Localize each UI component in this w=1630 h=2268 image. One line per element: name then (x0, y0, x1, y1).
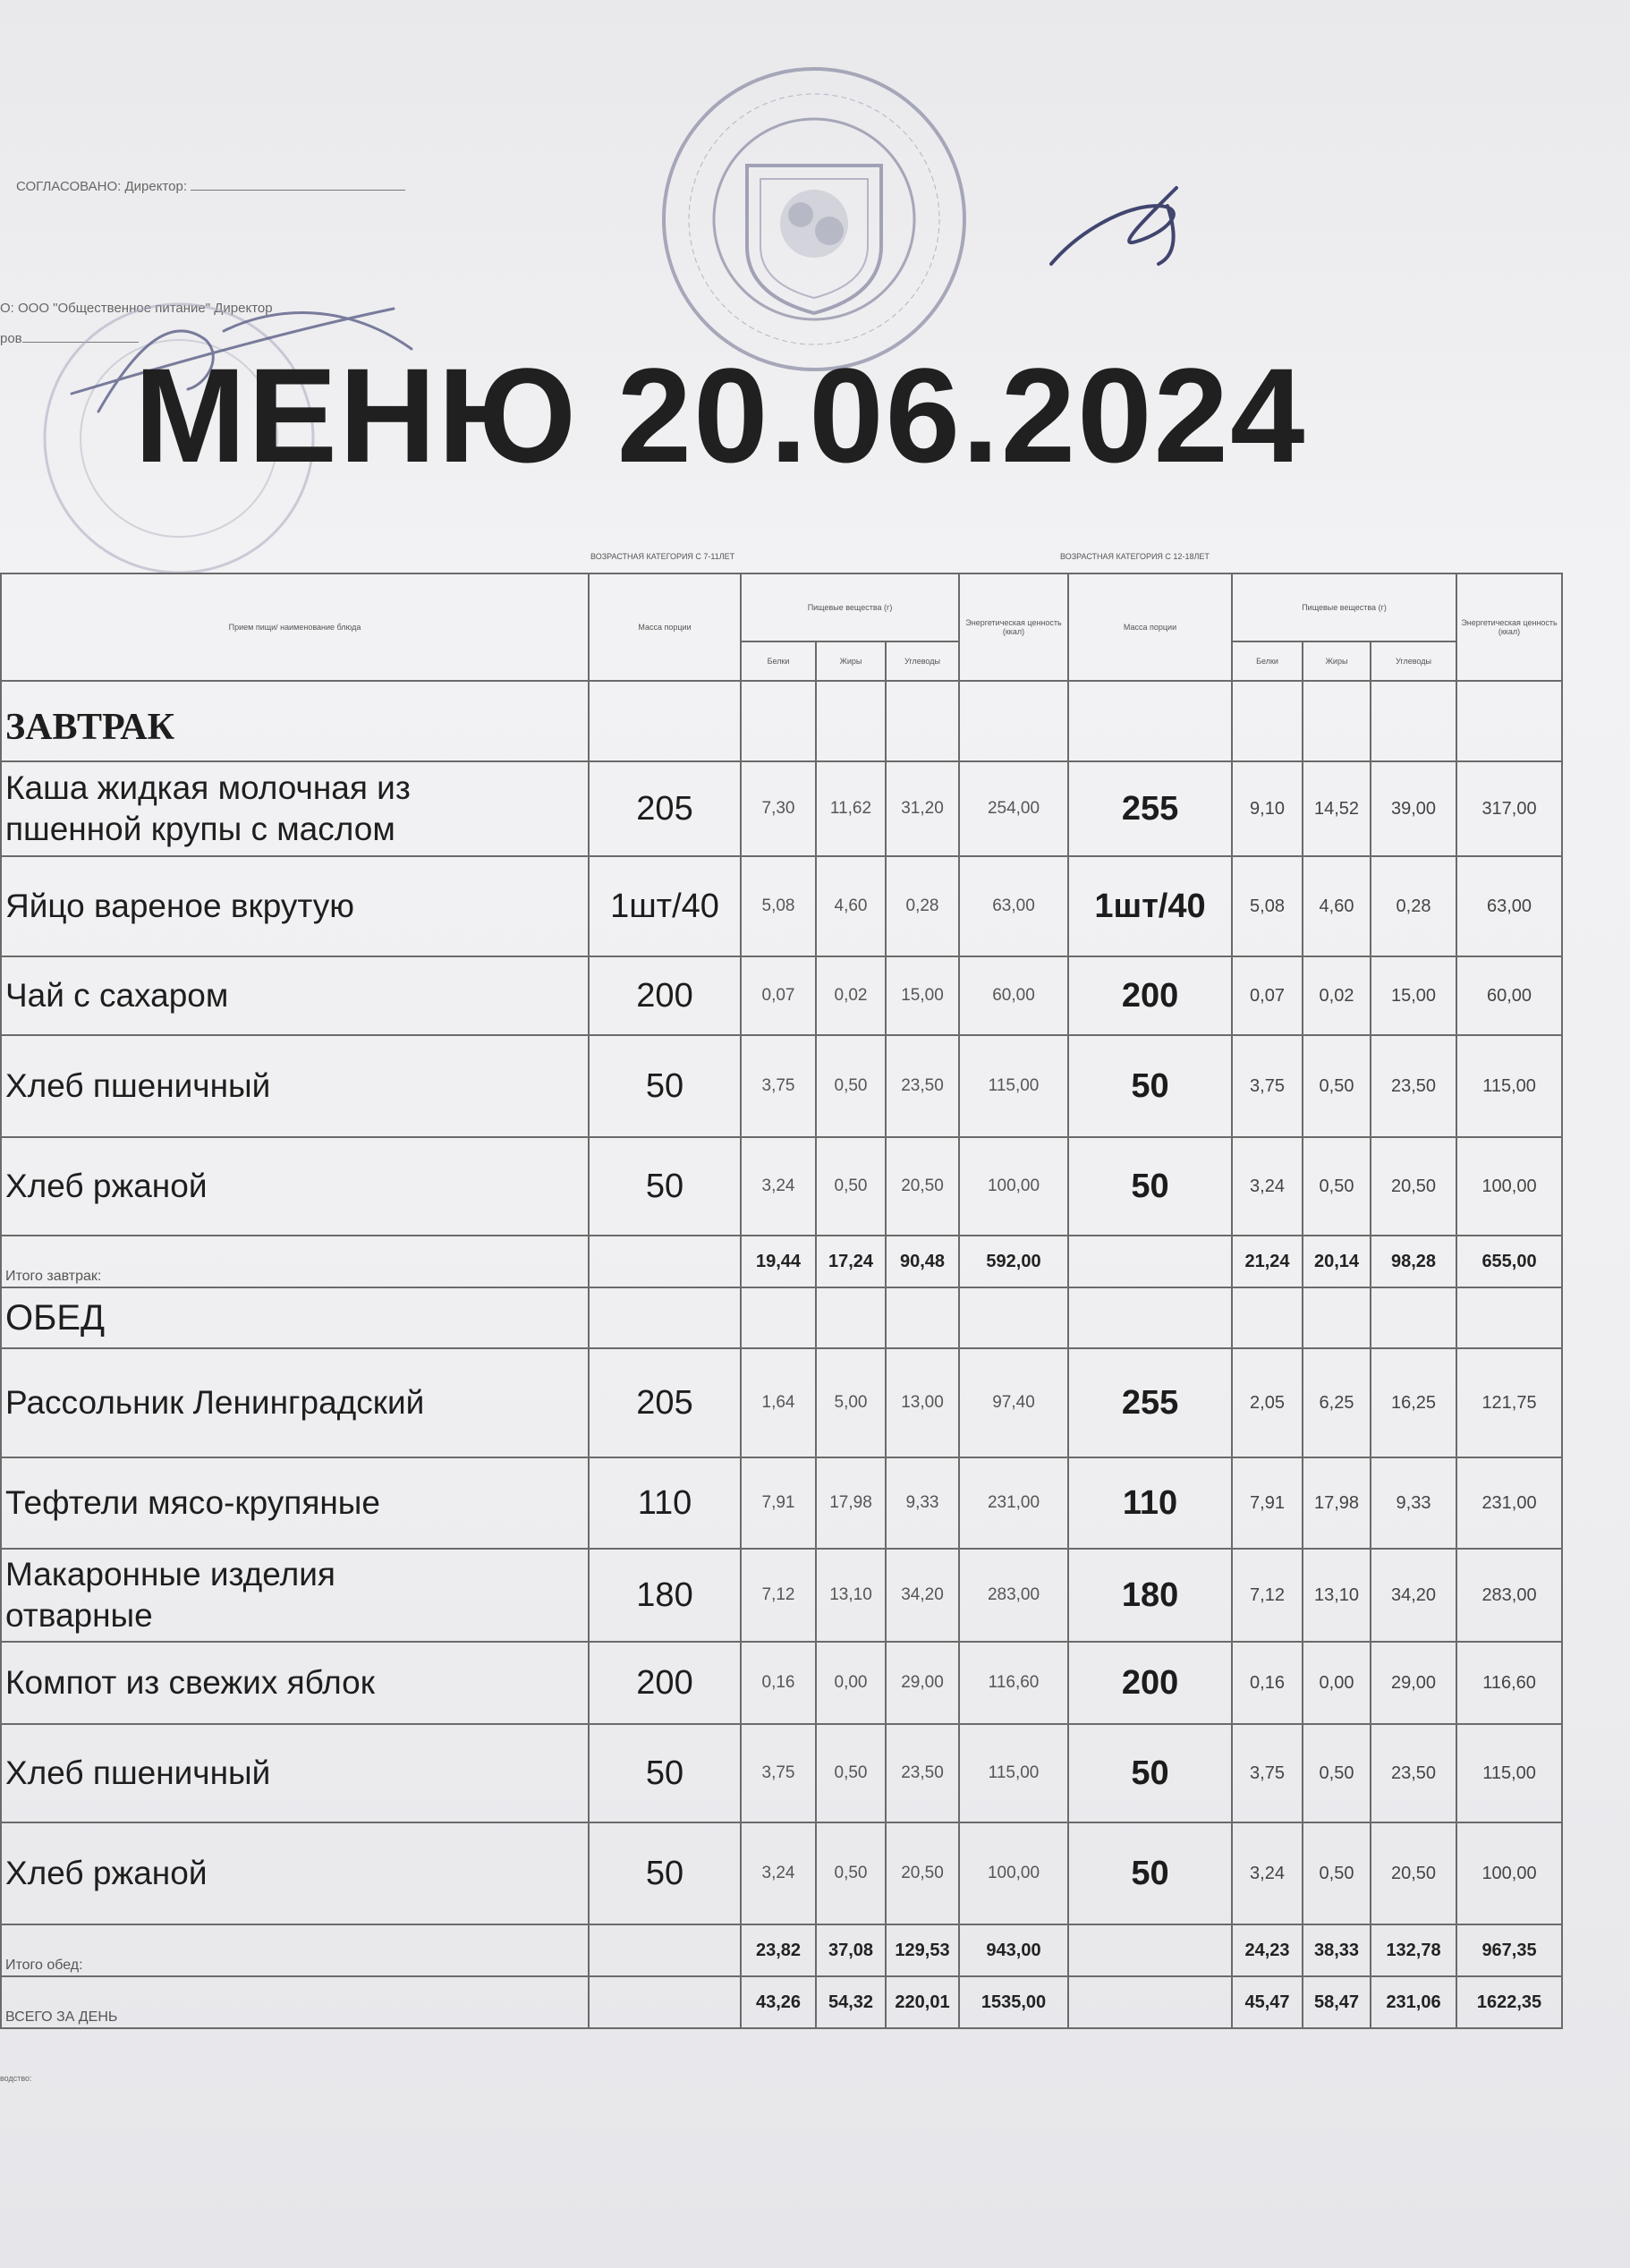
carbs-7-11: 23,50 (886, 1035, 959, 1137)
total-carbs-12-18: 98,28 (1371, 1236, 1456, 1287)
empty-cell (589, 1287, 741, 1348)
carbs-12-18: 0,28 (1371, 856, 1456, 956)
empty-cell (816, 1287, 886, 1348)
empty-cell (1232, 681, 1303, 761)
protein-12-18: 3,24 (1232, 1137, 1303, 1236)
section-title-row (1, 681, 1562, 761)
carbs-12-18: 15,00 (1371, 956, 1456, 1035)
col-fat-1: Жиры (816, 641, 886, 681)
energy-7-11: 254,00 (959, 761, 1068, 856)
empty-cell (1303, 681, 1371, 761)
mass-7-11: 180 (589, 1549, 741, 1642)
empty-cell (1456, 1287, 1562, 1348)
mass-12-18: 1шт/40 (1068, 856, 1232, 956)
dish-name-line: отварные (5, 1597, 153, 1634)
fat-12-18: 17,98 (1303, 1457, 1371, 1549)
carbs-12-18: 20,50 (1371, 1137, 1456, 1236)
total-energy-7-11: 1535,00 (959, 1976, 1068, 2028)
carbs-12-18: 9,33 (1371, 1457, 1456, 1549)
protein-12-18: 7,12 (1232, 1549, 1303, 1642)
col-nutrients-2: Пищевые вещества (г) (1232, 573, 1456, 641)
energy-7-11: 100,00 (959, 1137, 1068, 1236)
mass-7-11: 200 (589, 956, 741, 1035)
total-fat-12-18: 20,14 (1303, 1236, 1371, 1287)
carbs-7-11: 29,00 (886, 1642, 959, 1724)
dish-name (1, 856, 589, 956)
total-carbs-12-18: 231,06 (1371, 1976, 1456, 2028)
total-protein-7-11: 23,82 (741, 1924, 816, 1976)
empty-cell (1068, 1976, 1232, 2028)
energy-7-11: 63,00 (959, 856, 1068, 956)
total-fat-7-11: 37,08 (816, 1924, 886, 1976)
fat-12-18: 0,00 (1303, 1642, 1371, 1724)
energy-7-11: 116,60 (959, 1642, 1068, 1724)
fat-7-11: 0,50 (816, 1822, 886, 1924)
mass-12-18: 255 (1068, 761, 1232, 856)
total-energy-12-18: 1622,35 (1456, 1976, 1562, 2028)
energy-7-11: 60,00 (959, 956, 1068, 1035)
protein-12-18: 3,75 (1232, 1035, 1303, 1137)
dish-row (1, 1549, 1562, 1642)
empty-cell (1068, 1287, 1232, 1348)
col-fat-2: Жиры (1303, 641, 1371, 681)
age-category-2: ВОЗРАСТНАЯ КАТЕГОРИЯ С 12-18ЛЕТ (1060, 552, 1210, 561)
energy-12-18: 63,00 (1456, 856, 1562, 956)
protein-7-11: 1,64 (741, 1348, 816, 1457)
empty-cell (1068, 1236, 1232, 1287)
fat-12-18: 4,60 (1303, 856, 1371, 956)
dish-row (1, 1137, 1562, 1236)
protein-12-18: 5,08 (1232, 856, 1303, 956)
protein-7-11: 5,08 (741, 856, 816, 956)
total-protein-12-18: 45,47 (1232, 1976, 1303, 2028)
dish-name-line: Чай с сахаром (5, 976, 229, 1014)
dish-name (1, 1642, 589, 1724)
age-category-1: ВОЗРАСТНАЯ КАТЕГОРИЯ С 7-11ЛЕТ (590, 552, 735, 561)
energy-12-18: 100,00 (1456, 1137, 1562, 1236)
carbs-7-11: 15,00 (886, 956, 959, 1035)
total-energy-7-11: 592,00 (959, 1236, 1068, 1287)
day-total-section (1, 1976, 1562, 2028)
total-protein-12-18: 21,24 (1232, 1236, 1303, 1287)
dish-name-line: пшенной крупы с маслом (5, 811, 395, 847)
fat-12-18: 13,10 (1303, 1549, 1371, 1642)
dish-name (1, 1549, 589, 1642)
section-title-row (1, 1287, 1562, 1348)
empty-cell (589, 1924, 741, 1976)
col-protein-1: Белки (741, 641, 816, 681)
fat-12-18: 14,52 (1303, 761, 1371, 856)
protein-7-11: 3,75 (741, 1035, 816, 1137)
mass-7-11: 205 (589, 761, 741, 856)
carbs-7-11: 13,00 (886, 1348, 959, 1457)
mass-7-11: 50 (589, 1137, 741, 1236)
protein-12-18: 0,16 (1232, 1642, 1303, 1724)
empty-cell (1303, 1287, 1371, 1348)
mass-12-18: 50 (1068, 1035, 1232, 1137)
dish-name (1, 761, 589, 856)
dish-name-line: Рассольник Ленинградский (5, 1383, 425, 1421)
col-mass-2: Масса порции (1068, 573, 1232, 681)
approval-signature-line (191, 190, 405, 191)
fat-7-11: 13,10 (816, 1549, 886, 1642)
total-protein-7-11: 43,26 (741, 1976, 816, 2028)
protein-7-11: 3,24 (741, 1822, 816, 1924)
mass-7-11: 50 (589, 1822, 741, 1924)
mass-12-18: 255 (1068, 1348, 1232, 1457)
fat-12-18: 0,50 (1303, 1822, 1371, 1924)
total-row (1, 1924, 1562, 1976)
protein-7-11: 7,12 (741, 1549, 816, 1642)
total-label: ВСЕГО ЗА ДЕНЬ (1, 1976, 589, 2028)
mass-12-18: 180 (1068, 1549, 1232, 1642)
fat-7-11: 0,50 (816, 1724, 886, 1822)
total-energy-12-18: 967,35 (1456, 1924, 1562, 1976)
approval-line (16, 179, 405, 194)
dish-name-line: Тефтели мясо-крупяные (5, 1483, 380, 1521)
energy-12-18: 60,00 (1456, 956, 1562, 1035)
total-row (1, 1236, 1562, 1287)
header-row (1, 573, 1562, 641)
dish-name-line: Хлеб пшеничный (5, 1754, 271, 1791)
total-carbs-7-11: 90,48 (886, 1236, 959, 1287)
fat-12-18: 0,50 (1303, 1137, 1371, 1236)
dish-row (1, 1642, 1562, 1724)
protein-7-11: 3,75 (741, 1724, 816, 1822)
dish-name (1, 1348, 589, 1457)
approval-label: СОГЛАСОВАНО: Директор: (16, 179, 187, 194)
dish-name (1, 1137, 589, 1236)
dish-name-line: Хлеб ржаной (5, 1167, 208, 1204)
energy-12-18: 231,00 (1456, 1457, 1562, 1549)
energy-7-11: 115,00 (959, 1035, 1068, 1137)
fat-12-18: 0,50 (1303, 1035, 1371, 1137)
dish-name-line: Яйцо вареное вкрутую (5, 887, 354, 924)
empty-cell (1232, 1287, 1303, 1348)
protein-12-18: 7,91 (1232, 1457, 1303, 1549)
dish-row (1, 1822, 1562, 1924)
fat-7-11: 5,00 (816, 1348, 886, 1457)
energy-7-11: 115,00 (959, 1724, 1068, 1822)
dish-name-line: Хлеб пшеничный (5, 1066, 271, 1104)
carbs-12-18: 16,25 (1371, 1348, 1456, 1457)
empty-cell (741, 1287, 816, 1348)
mass-7-11: 200 (589, 1642, 741, 1724)
total-fat-7-11: 54,32 (816, 1976, 886, 2028)
carbs-12-18: 34,20 (1371, 1549, 1456, 1642)
col-energy-1: Энергетическая ценность (ккал) (959, 573, 1068, 681)
carbs-12-18: 29,00 (1371, 1642, 1456, 1724)
carbs-7-11: 31,20 (886, 761, 959, 856)
dish-name (1, 1822, 589, 1924)
empty-cell (959, 1287, 1068, 1348)
empty-cell (589, 681, 741, 761)
empty-cell (1068, 681, 1232, 761)
col-mass-1: Масса порции (589, 573, 741, 681)
protein-12-18: 9,10 (1232, 761, 1303, 856)
energy-12-18: 115,00 (1456, 1724, 1562, 1822)
col-nutrients-1: Пищевые вещества (г) (741, 573, 959, 641)
fat-7-11: 0,02 (816, 956, 886, 1035)
page-title: МЕНЮ 20.06.2024 (134, 340, 1307, 490)
dish-name-line: Макаронные изделия (5, 1555, 335, 1593)
mass-12-18: 50 (1068, 1137, 1232, 1236)
total-energy-7-11: 943,00 (959, 1924, 1068, 1976)
protein-7-11: 7,91 (741, 1457, 816, 1549)
fat-7-11: 0,00 (816, 1642, 886, 1724)
mass-12-18: 50 (1068, 1724, 1232, 1822)
menu-table (0, 573, 1563, 2029)
fat-7-11: 17,98 (816, 1457, 886, 1549)
empty-cell (959, 681, 1068, 761)
protein-12-18: 3,24 (1232, 1822, 1303, 1924)
carbs-12-18: 23,50 (1371, 1035, 1456, 1137)
total-carbs-7-11: 220,01 (886, 1976, 959, 2028)
dish-row (1, 1348, 1562, 1457)
fat-7-11: 4,60 (816, 856, 886, 956)
empty-cell (741, 681, 816, 761)
protein-12-18: 3,75 (1232, 1724, 1303, 1822)
empty-cell (1371, 681, 1456, 761)
total-protein-7-11: 19,44 (741, 1236, 816, 1287)
energy-7-11: 97,40 (959, 1348, 1068, 1457)
total-row (1, 1976, 1562, 2028)
footer-text: водство: (0, 2074, 32, 2083)
protein-12-18: 0,07 (1232, 956, 1303, 1035)
empty-cell (886, 681, 959, 761)
col-carbs-1: Углеводы (886, 641, 959, 681)
protein-7-11: 0,16 (741, 1642, 816, 1724)
fat-12-18: 6,25 (1303, 1348, 1371, 1457)
col-dish: Прием пищи/ наименование блюда (1, 573, 589, 681)
dish-row (1, 761, 1562, 856)
energy-12-18: 115,00 (1456, 1035, 1562, 1137)
empty-cell (589, 1236, 741, 1287)
fat-12-18: 0,02 (1303, 956, 1371, 1035)
carbs-7-11: 0,28 (886, 856, 959, 956)
lunch-section (1, 1287, 1562, 1976)
fat-7-11: 11,62 (816, 761, 886, 856)
dish-row (1, 856, 1562, 956)
fat-7-11: 0,50 (816, 1035, 886, 1137)
col-protein-2: Белки (1232, 641, 1303, 681)
dish-name (1, 956, 589, 1035)
energy-7-11: 283,00 (959, 1549, 1068, 1642)
agreed-line: О: ООО "Общественное питание" Директор (0, 301, 273, 316)
empty-cell (1371, 1287, 1456, 1348)
mass-7-11: 1шт/40 (589, 856, 741, 956)
agreed-name: ров (0, 331, 22, 346)
empty-cell (1068, 1924, 1232, 1976)
section-title: ЗАВТРАК (1, 681, 589, 761)
col-energy-2: Энергетическая ценность (ккал) (1456, 573, 1562, 681)
dish-name (1, 1724, 589, 1822)
carbs-12-18: 23,50 (1371, 1724, 1456, 1822)
dish-name-line: Каша жидкая молочная из (5, 769, 411, 806)
total-fat-7-11: 17,24 (816, 1236, 886, 1287)
mass-12-18: 200 (1068, 956, 1232, 1035)
protein-7-11: 7,30 (741, 761, 816, 856)
total-label: Итого обед: (1, 1924, 589, 1976)
total-carbs-7-11: 129,53 (886, 1924, 959, 1976)
dish-name (1, 1457, 589, 1549)
mass-7-11: 50 (589, 1035, 741, 1137)
section-title: ОБЕД (1, 1287, 589, 1348)
carbs-7-11: 9,33 (886, 1457, 959, 1549)
dish-row (1, 1724, 1562, 1822)
carbs-7-11: 34,20 (886, 1549, 959, 1642)
empty-cell (886, 1287, 959, 1348)
director-signature-icon (1042, 179, 1203, 286)
carbs-12-18: 20,50 (1371, 1822, 1456, 1924)
mass-7-11: 205 (589, 1348, 741, 1457)
empty-cell (589, 1976, 741, 2028)
carbs-7-11: 20,50 (886, 1822, 959, 1924)
energy-12-18: 121,75 (1456, 1348, 1562, 1457)
breakfast-section (1, 681, 1562, 1287)
empty-cell (816, 681, 886, 761)
mass-7-11: 50 (589, 1724, 741, 1822)
mass-12-18: 200 (1068, 1642, 1232, 1724)
dish-row (1, 1457, 1562, 1549)
dish-row (1, 956, 1562, 1035)
energy-12-18: 100,00 (1456, 1822, 1562, 1924)
total-fat-12-18: 58,47 (1303, 1976, 1371, 2028)
carbs-7-11: 20,50 (886, 1137, 959, 1236)
carbs-12-18: 39,00 (1371, 761, 1456, 856)
dish-name-line: Компот из свежих яблок (5, 1663, 375, 1701)
energy-12-18: 283,00 (1456, 1549, 1562, 1642)
dish-name (1, 1035, 589, 1137)
col-carbs-2: Углеводы (1371, 641, 1456, 681)
protein-12-18: 2,05 (1232, 1348, 1303, 1457)
energy-7-11: 100,00 (959, 1822, 1068, 1924)
official-seal-icon (658, 63, 971, 376)
dish-row (1, 1035, 1562, 1137)
protein-7-11: 3,24 (741, 1137, 816, 1236)
mass-7-11: 110 (589, 1457, 741, 1549)
total-energy-12-18: 655,00 (1456, 1236, 1562, 1287)
total-label: Итого завтрак: (1, 1236, 589, 1287)
fat-12-18: 0,50 (1303, 1724, 1371, 1822)
energy-12-18: 116,60 (1456, 1642, 1562, 1724)
carbs-7-11: 23,50 (886, 1724, 959, 1822)
empty-cell (1456, 681, 1562, 761)
energy-7-11: 231,00 (959, 1457, 1068, 1549)
total-fat-12-18: 38,33 (1303, 1924, 1371, 1976)
protein-7-11: 0,07 (741, 956, 816, 1035)
mass-12-18: 50 (1068, 1822, 1232, 1924)
total-protein-12-18: 24,23 (1232, 1924, 1303, 1976)
fat-7-11: 0,50 (816, 1137, 886, 1236)
energy-12-18: 317,00 (1456, 761, 1562, 856)
mass-12-18: 110 (1068, 1457, 1232, 1549)
dish-name-line: Хлеб ржаной (5, 1854, 208, 1891)
total-carbs-12-18: 132,78 (1371, 1924, 1456, 1976)
